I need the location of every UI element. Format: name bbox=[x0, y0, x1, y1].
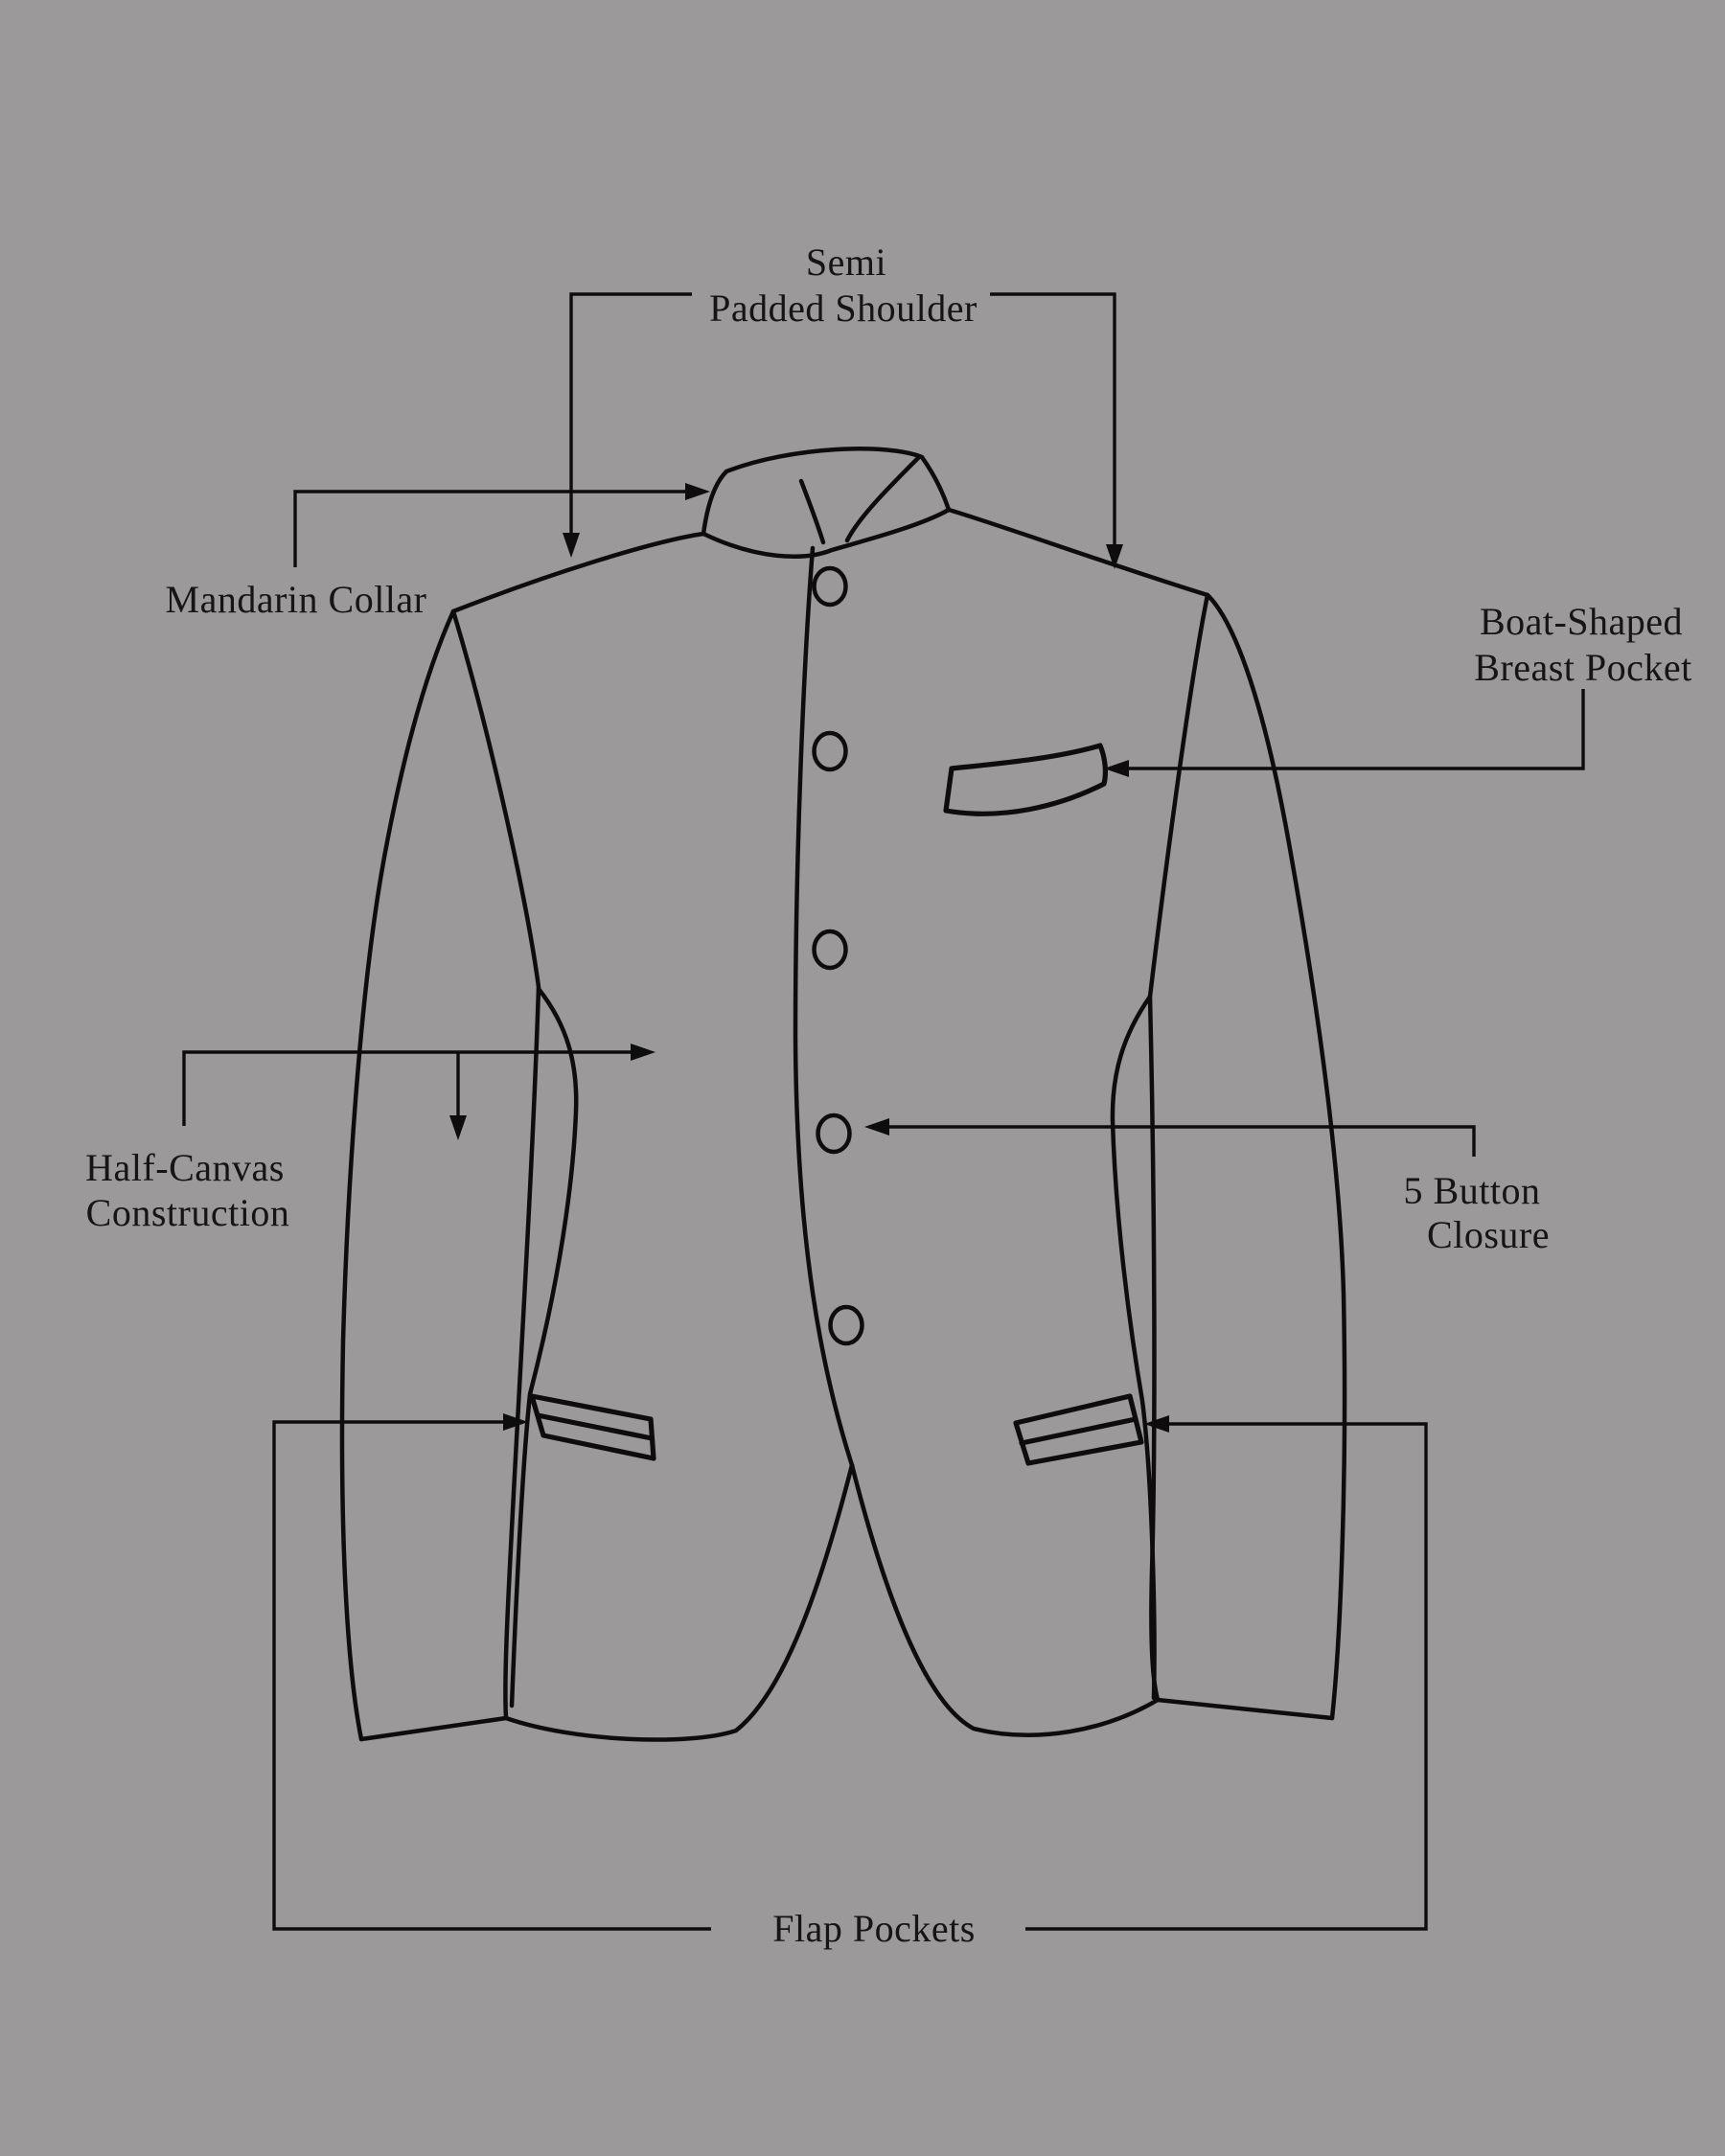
label-shoulder-line1: Semi bbox=[805, 241, 887, 284]
label-breast-pocket-line1: Boat-Shaped bbox=[1479, 600, 1684, 643]
arrow-down-icon bbox=[449, 1115, 467, 1140]
collar-band-bottom bbox=[703, 510, 949, 557]
callout-line bbox=[1025, 1424, 1426, 1929]
jacket-drawing bbox=[342, 448, 1345, 1739]
callout-line bbox=[1127, 689, 1583, 768]
flap-pocket-right-midline bbox=[1022, 1419, 1136, 1443]
sleeve-right-inner-edge bbox=[1150, 595, 1208, 1700]
label-canvas-line1: Half-Canvas bbox=[85, 1146, 285, 1189]
annotation-flap-pockets bbox=[274, 1413, 1426, 1950]
flap-pocket-right bbox=[1016, 1396, 1141, 1463]
flap-pocket-left-midline bbox=[538, 1415, 652, 1438]
hem-left-front bbox=[506, 1465, 852, 1740]
arrow-right-icon bbox=[631, 1044, 656, 1061]
button-icon bbox=[815, 733, 846, 769]
front-placket bbox=[795, 548, 852, 1465]
button-icon bbox=[815, 568, 846, 605]
arrow-down-icon bbox=[563, 533, 580, 558]
button-column bbox=[815, 568, 862, 1343]
callout-line bbox=[184, 1052, 632, 1126]
label-shoulder-line2: Padded Shoulder bbox=[709, 287, 978, 330]
annotation-half-canvas bbox=[85, 1044, 656, 1234]
sleeve-left-inner-edge bbox=[453, 611, 539, 1718]
collar-notch-left bbox=[801, 481, 823, 542]
callout-line bbox=[295, 492, 687, 567]
panel-seam-right bbox=[1113, 997, 1155, 1698]
cuff-left bbox=[361, 1718, 506, 1739]
hem-right-front bbox=[852, 1465, 1158, 1735]
callout-line bbox=[990, 294, 1115, 546]
callout-line bbox=[887, 1127, 1474, 1157]
shoulder-seam-left bbox=[453, 534, 703, 611]
flap-pocket-left bbox=[532, 1396, 654, 1458]
button-icon bbox=[831, 1307, 862, 1343]
sleeve-left-outer-edge bbox=[342, 611, 453, 1739]
label-button-closure-line1: 5 Button bbox=[1403, 1169, 1541, 1212]
button-icon bbox=[818, 1115, 850, 1152]
annotation-button-closure bbox=[864, 1118, 1550, 1256]
cuff-right bbox=[1158, 1700, 1332, 1718]
label-canvas-line2: Construction bbox=[85, 1191, 290, 1234]
button-icon bbox=[815, 931, 846, 968]
label-flap-pockets: Flap Pockets bbox=[772, 1907, 976, 1950]
annotation-semi-padded-shoulder bbox=[563, 241, 1123, 569]
label-button-closure-line2: Closure bbox=[1427, 1213, 1550, 1256]
sleeve-right-outer-edge bbox=[1208, 595, 1345, 1718]
callout-line bbox=[274, 1422, 711, 1929]
shoulder-seam-right bbox=[949, 510, 1208, 595]
arrow-left-icon bbox=[864, 1118, 889, 1135]
label-collar: Mandarin Collar bbox=[165, 578, 427, 621]
arrow-right-icon bbox=[685, 483, 710, 500]
callout-line bbox=[571, 294, 692, 535]
label-breast-pocket-line2: Breast Pocket bbox=[1474, 646, 1692, 689]
arrow-left-icon bbox=[1144, 1415, 1169, 1433]
breast-pocket-outline bbox=[946, 745, 1105, 814]
